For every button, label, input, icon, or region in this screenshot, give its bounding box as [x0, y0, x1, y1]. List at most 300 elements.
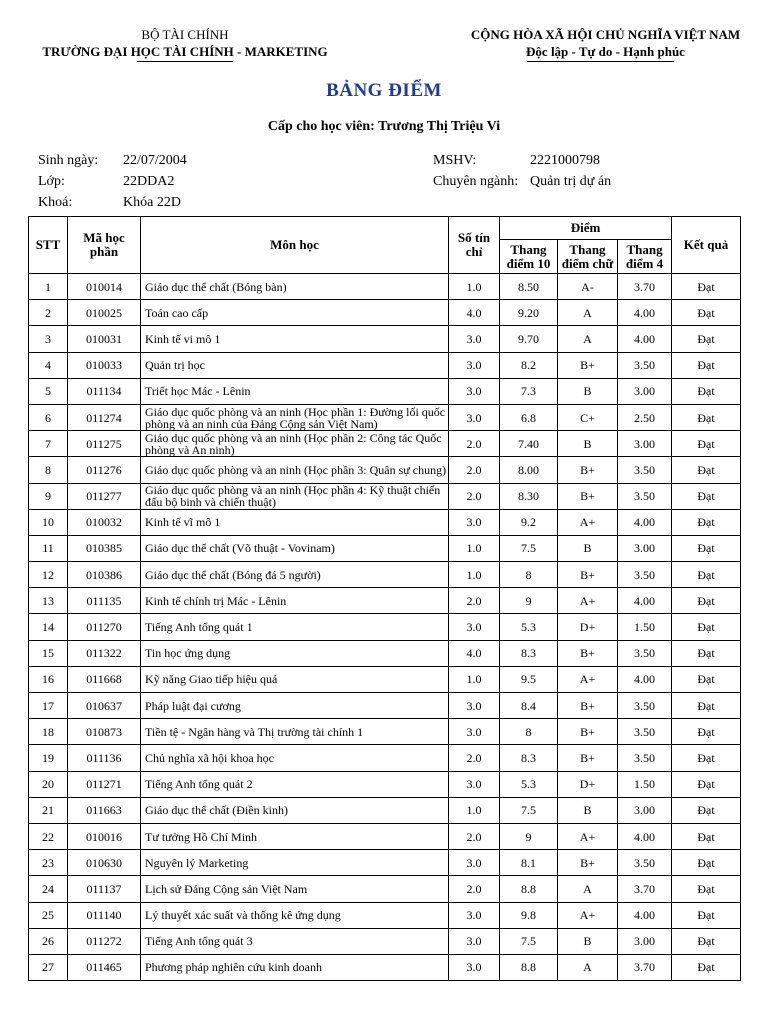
course-code: 011271 — [68, 771, 141, 797]
class-value: 22DDA2 — [123, 174, 175, 189]
score-10: 9.5 — [500, 666, 558, 692]
subject-text: Tiếng Anh tổng quát 1 — [145, 620, 253, 635]
result: Đạt — [672, 876, 741, 902]
result: Đạt — [672, 326, 741, 352]
subject-name — [141, 535, 449, 561]
score-10: 8.8 — [500, 954, 558, 980]
row-number: 26 — [29, 928, 68, 954]
row-number: 8 — [29, 457, 68, 483]
letter-grade: A+ — [558, 588, 618, 614]
table-row — [29, 404, 741, 430]
score-10: 5.3 — [500, 614, 558, 640]
row-number: 20 — [29, 771, 68, 797]
table-row — [29, 457, 741, 483]
class-label: Lớp: — [38, 174, 65, 189]
subject-name — [141, 928, 449, 954]
score-4: 1.50 — [618, 771, 672, 797]
student-id-value: 2221000798 — [530, 153, 600, 168]
course-code: 010032 — [68, 509, 141, 535]
score-10: 9 — [500, 588, 558, 614]
row-number: 4 — [29, 352, 68, 378]
subject-text: Tư tưởng Hồ Chí Minh — [145, 829, 258, 844]
letter-grade: A — [558, 954, 618, 980]
letter-grade: A+ — [558, 666, 618, 692]
course-code: 010014 — [68, 274, 141, 300]
letter-grade: B — [558, 431, 618, 457]
result: Đạt — [672, 352, 741, 378]
course-code: 011277 — [68, 483, 141, 509]
row-number: 6 — [29, 404, 68, 430]
score-10: 8.2 — [500, 352, 558, 378]
letter-grade: A- — [558, 274, 618, 300]
subject-text: Tiếng Anh tổng quát 3 — [145, 934, 253, 949]
subject-name — [141, 771, 449, 797]
subject-name — [141, 352, 449, 378]
subject-text: Triết học Mác - Lênin — [145, 384, 251, 399]
row-number: 24 — [29, 876, 68, 902]
subject-text: Giáo dục thể chất (Võ thuật - Vovinam) — [145, 541, 335, 556]
course-code: 010385 — [68, 535, 141, 561]
row-number: 17 — [29, 693, 68, 719]
letter-grade: D+ — [558, 614, 618, 640]
credits: 3.0 — [449, 352, 500, 378]
header-scale-4: Thang điểm 4 — [618, 240, 672, 274]
subject-name — [141, 457, 449, 483]
subject-text: Kinh tế vĩ mô 1 — [145, 515, 221, 530]
result: Đạt — [672, 535, 741, 561]
credits: 3.0 — [449, 404, 500, 430]
result: Đạt — [672, 954, 741, 980]
major-label: Chuyên ngành: — [433, 174, 519, 189]
table-row — [29, 823, 741, 849]
national-header — [468, 26, 743, 60]
course-code: 010031 — [68, 326, 141, 352]
result: Đạt — [672, 797, 741, 823]
credits: 3.0 — [449, 509, 500, 535]
credits: 2.0 — [449, 876, 500, 902]
result: Đạt — [672, 378, 741, 404]
course-code: 011663 — [68, 797, 141, 823]
row-number: 22 — [29, 823, 68, 849]
score-4: 3.70 — [618, 274, 672, 300]
result: Đạt — [672, 509, 741, 535]
row-number: 12 — [29, 562, 68, 588]
subject-text: Kinh tế chính trị Mác - Lênin — [145, 593, 287, 608]
row-number: 18 — [29, 719, 68, 745]
letter-grade: A+ — [558, 509, 618, 535]
score-10: 7.5 — [500, 535, 558, 561]
course-value: Khóa 22D — [123, 195, 181, 210]
credits: 3.0 — [449, 928, 500, 954]
letter-grade: B — [558, 797, 618, 823]
result: Đạt — [672, 745, 741, 771]
subject-name — [141, 483, 449, 509]
table-row — [29, 300, 741, 326]
score-4: 3.00 — [618, 535, 672, 561]
score-10: 5.3 — [500, 771, 558, 797]
table-row — [29, 693, 741, 719]
header-stt: STT — [29, 217, 68, 274]
subject-text: Kinh tế vi mô 1 — [145, 331, 221, 346]
row-number: 21 — [29, 797, 68, 823]
result: Đạt — [672, 431, 741, 457]
row-number: 15 — [29, 640, 68, 666]
course-code: 011270 — [68, 614, 141, 640]
letter-grade: B — [558, 535, 618, 561]
subject-name — [141, 876, 449, 902]
score-4: 3.00 — [618, 928, 672, 954]
score-4: 3.50 — [618, 693, 672, 719]
letter-grade: B+ — [558, 457, 618, 483]
table-row — [29, 274, 741, 300]
header-credits: Số tín chỉ — [449, 217, 500, 274]
subject-text: Giáo dục thể chất (Bóng đá 5 người) — [145, 567, 321, 582]
row-number: 13 — [29, 588, 68, 614]
score-4: 3.50 — [618, 850, 672, 876]
result: Đạt — [672, 850, 741, 876]
credits: 1.0 — [449, 535, 500, 561]
score-10: 8.00 — [500, 457, 558, 483]
course-code: 011135 — [68, 588, 141, 614]
letter-grade: B+ — [558, 719, 618, 745]
letter-grade: B+ — [558, 640, 618, 666]
score-10: 8.8 — [500, 876, 558, 902]
table-row — [29, 535, 741, 561]
letter-grade: A — [558, 300, 618, 326]
table-row — [29, 902, 741, 928]
table-row — [29, 614, 741, 640]
credits: 3.0 — [449, 693, 500, 719]
header-letter-grade: Thang điểm chữ — [558, 240, 618, 274]
subject-name — [141, 509, 449, 535]
major-value: Quản trị dự án — [530, 174, 612, 189]
score-10: 9.2 — [500, 509, 558, 535]
course-code: 011272 — [68, 928, 141, 954]
course-code: 011137 — [68, 876, 141, 902]
row-number: 3 — [29, 326, 68, 352]
header-grade-group: Điểm — [500, 217, 672, 240]
table-row — [29, 378, 741, 404]
score-10: 8.1 — [500, 850, 558, 876]
score-10: 9.20 — [500, 300, 558, 326]
result: Đạt — [672, 693, 741, 719]
score-4: 4.00 — [618, 326, 672, 352]
subject-text: Kỹ năng Giao tiếp hiệu quả — [145, 672, 278, 687]
score-10: 9 — [500, 823, 558, 849]
result: Đạt — [672, 771, 741, 797]
score-4: 3.50 — [618, 457, 672, 483]
credits: 1.0 — [449, 274, 500, 300]
score-4: 3.00 — [618, 378, 672, 404]
header-subject: Môn học — [141, 217, 449, 274]
credits: 3.0 — [449, 719, 500, 745]
course-code: 011136 — [68, 745, 141, 771]
row-number: 16 — [29, 666, 68, 692]
subject-name — [141, 719, 449, 745]
score-10: 7.5 — [500, 928, 558, 954]
subject-text: Quản trị học — [145, 358, 205, 373]
letter-grade: B+ — [558, 850, 618, 876]
score-4: 3.00 — [618, 431, 672, 457]
course-code: 010873 — [68, 719, 141, 745]
table-row — [29, 745, 741, 771]
letter-grade: A — [558, 876, 618, 902]
score-4: 3.50 — [618, 640, 672, 666]
credits: 2.0 — [449, 588, 500, 614]
result: Đạt — [672, 614, 741, 640]
subject-name — [141, 588, 449, 614]
row-number: 9 — [29, 483, 68, 509]
motto-underline — [527, 61, 674, 62]
header-scale-10: Thang điểm 10 — [500, 240, 558, 274]
course-code: 010637 — [68, 693, 141, 719]
result: Đạt — [672, 483, 741, 509]
result: Đạt — [672, 588, 741, 614]
row-number: 19 — [29, 745, 68, 771]
subject-text: Phương pháp nghiên cứu kinh doanh — [145, 960, 322, 975]
credits: 4.0 — [449, 640, 500, 666]
score-10: 8.4 — [500, 693, 558, 719]
subject-name — [141, 902, 449, 928]
subject-name — [141, 378, 449, 404]
letter-grade: D+ — [558, 771, 618, 797]
result: Đạt — [672, 640, 741, 666]
table-row — [29, 431, 741, 457]
course-code: 011275 — [68, 431, 141, 457]
result: Đạt — [672, 562, 741, 588]
score-4: 4.00 — [618, 509, 672, 535]
subject-name — [141, 745, 449, 771]
course-code: 011465 — [68, 954, 141, 980]
score-10: 9.70 — [500, 326, 558, 352]
course-code: 011134 — [68, 378, 141, 404]
course-code: 011322 — [68, 640, 141, 666]
letter-grade: B+ — [558, 745, 618, 771]
course-label: Khoá: — [38, 195, 73, 210]
result: Đạt — [672, 300, 741, 326]
table-row — [29, 483, 741, 509]
subject-name — [141, 274, 449, 300]
credits: 3.0 — [449, 326, 500, 352]
score-4: 3.70 — [618, 876, 672, 902]
credits: 3.0 — [449, 378, 500, 404]
credits: 4.0 — [449, 300, 500, 326]
subject-name — [141, 666, 449, 692]
course-code: 011276 — [68, 457, 141, 483]
subject-text: Lý thuyết xác suất và thống kê ứng dụng — [145, 908, 341, 923]
result: Đạt — [672, 928, 741, 954]
credits: 2.0 — [449, 823, 500, 849]
row-number: 10 — [29, 509, 68, 535]
subject-name — [141, 954, 449, 980]
grades-table — [28, 216, 741, 981]
university-name: TRƯỜNG ĐẠI HỌC TÀI CHÍNH - MARKETING — [42, 44, 328, 59]
credits: 1.0 — [449, 562, 500, 588]
table-row — [29, 509, 741, 535]
score-4: 3.50 — [618, 483, 672, 509]
score-10: 8 — [500, 719, 558, 745]
score-4: 1.50 — [618, 614, 672, 640]
subject-text: Giáo dục thể chất (Bóng bàn) — [145, 279, 287, 294]
republic-name: CỘNG HÒA XÃ HỘI CHỦ NGHĨA VIỆT NAM — [470, 27, 741, 42]
score-10: 7.3 — [500, 378, 558, 404]
table-row — [29, 954, 741, 980]
course-code: 011274 — [68, 404, 141, 430]
score-10: 8.3 — [500, 745, 558, 771]
result: Đạt — [672, 823, 741, 849]
row-number: 5 — [29, 378, 68, 404]
score-4: 3.70 — [618, 954, 672, 980]
letter-grade: A — [558, 326, 618, 352]
subject-text: Giáo dục quốc phòng và an ninh (Học phần 4: Kỹ thuật chiến đấu bộ binh và chiến thuật) — [145, 483, 441, 510]
table-row — [29, 771, 741, 797]
credits: 3.0 — [449, 954, 500, 980]
table-row — [29, 640, 741, 666]
table-row — [29, 876, 741, 902]
row-number: 7 — [29, 431, 68, 457]
letter-grade: B+ — [558, 562, 618, 588]
row-number: 27 — [29, 954, 68, 980]
letter-grade: A+ — [558, 902, 618, 928]
row-number: 1 — [29, 274, 68, 300]
score-4: 3.50 — [618, 562, 672, 588]
row-number: 23 — [29, 850, 68, 876]
course-code: 010386 — [68, 562, 141, 588]
subject-text: Toán cao cấp — [145, 305, 209, 320]
letter-grade: B — [558, 378, 618, 404]
credits: 3.0 — [449, 771, 500, 797]
score-10: 8.3 — [500, 640, 558, 666]
student-id-label: MSHV: — [433, 153, 477, 168]
issuer-underline — [137, 61, 233, 62]
score-4: 3.50 — [618, 719, 672, 745]
subject-text: Tiếng Anh tổng quát 2 — [145, 777, 253, 792]
subject-text: Giáo dục thể chất (Điền kinh) — [145, 803, 288, 818]
result: Đạt — [672, 719, 741, 745]
table-row — [29, 352, 741, 378]
score-4: 4.00 — [618, 823, 672, 849]
result: Đạt — [672, 457, 741, 483]
subject-name — [141, 693, 449, 719]
score-4: 4.00 — [618, 902, 672, 928]
credits: 3.0 — [449, 850, 500, 876]
result: Đạt — [672, 274, 741, 300]
credits: 1.0 — [449, 797, 500, 823]
table-row — [29, 928, 741, 954]
course-code: 010025 — [68, 300, 141, 326]
score-4: 4.00 — [618, 666, 672, 692]
table-row — [29, 326, 741, 352]
score-10: 9.8 — [500, 902, 558, 928]
national-motto: Độc lập - Tự do - Hạnh phúc — [526, 44, 685, 59]
score-4: 4.00 — [618, 300, 672, 326]
result: Đạt — [672, 404, 741, 430]
letter-grade: B+ — [558, 693, 618, 719]
header-course-code: Mã học phần — [68, 217, 141, 274]
score-10: 6.8 — [500, 404, 558, 430]
credits: 1.0 — [449, 666, 500, 692]
subject-text: Tin học ứng dụng — [145, 646, 231, 661]
credits: 3.0 — [449, 614, 500, 640]
row-number: 2 — [29, 300, 68, 326]
row-number: 11 — [29, 535, 68, 561]
subject-text: Chủ nghĩa xã hội khoa học — [145, 750, 274, 765]
table-row — [29, 666, 741, 692]
table-row — [29, 719, 741, 745]
letter-grade: C+ — [558, 404, 618, 430]
letter-grade: B+ — [558, 483, 618, 509]
credits: 2.0 — [449, 745, 500, 771]
result: Đạt — [672, 666, 741, 692]
document-title: BẢNG ĐIỂM — [326, 80, 442, 101]
subject-name — [141, 823, 449, 849]
subject-name — [141, 850, 449, 876]
score-4: 3.50 — [618, 352, 672, 378]
score-10: 8.50 — [500, 274, 558, 300]
course-code: 010033 — [68, 352, 141, 378]
score-10: 8 — [500, 562, 558, 588]
subject-name — [141, 614, 449, 640]
course-code: 010016 — [68, 823, 141, 849]
score-4: 4.00 — [618, 588, 672, 614]
subject-text: Pháp luật đại cương — [145, 698, 241, 713]
score-4: 2.50 — [618, 404, 672, 430]
subject-name — [141, 326, 449, 352]
letter-grade: B+ — [558, 352, 618, 378]
subject-text: Giáo dục quốc phòng và an ninh (Học phần 3: Quân sự chung) — [145, 462, 447, 477]
subject-name — [141, 431, 449, 457]
course-code: 010630 — [68, 850, 141, 876]
subject-text: Giáo dục quốc phòng và an ninh (Học phần 1: Đường lối quốc phòng và an ninh của Đảng Cộng sản Việt Nam) — [145, 404, 446, 431]
score-4: 3.50 — [618, 745, 672, 771]
table-row — [29, 850, 741, 876]
score-4: 3.00 — [618, 797, 672, 823]
result: Đạt — [672, 902, 741, 928]
header-result: Kết quả — [672, 217, 741, 274]
row-number: 25 — [29, 902, 68, 928]
credits: 2.0 — [449, 431, 500, 457]
subject-name — [141, 640, 449, 666]
student-name-line: Cấp cho học viên: Trương Thị Triệu Vi — [267, 119, 501, 134]
subject-name — [141, 300, 449, 326]
issuer-block — [20, 26, 350, 60]
letter-grade: A+ — [558, 823, 618, 849]
score-10: 7.40 — [500, 431, 558, 457]
row-number: 14 — [29, 614, 68, 640]
table-row — [29, 562, 741, 588]
letter-grade: B — [558, 928, 618, 954]
score-10: 7.5 — [500, 797, 558, 823]
course-code: 011140 — [68, 902, 141, 928]
subject-name — [141, 797, 449, 823]
subject-name — [141, 562, 449, 588]
dob-value: 22/07/2004 — [123, 153, 187, 168]
dob-label: Sinh ngày: — [38, 153, 99, 168]
subject-text: Nguyên lý Marketing — [145, 855, 249, 870]
subject-name — [141, 404, 449, 430]
credits: 2.0 — [449, 483, 500, 509]
ministry-name: BỘ TÀI CHÍNH — [141, 27, 229, 42]
table-row — [29, 797, 741, 823]
score-10: 8.30 — [500, 483, 558, 509]
table-row — [29, 588, 741, 614]
course-code: 011668 — [68, 666, 141, 692]
credits: 2.0 — [449, 457, 500, 483]
subject-text: Tiền tệ - Ngân hàng và Thị trường tài chính 1 — [145, 724, 364, 739]
credits: 3.0 — [449, 902, 500, 928]
subject-text: Lịch sử Đảng Cộng sản Việt Nam — [145, 881, 308, 896]
subject-text: Giáo dục quốc phòng và an ninh (Học phần 2: Công tác Quốc phòng và An ninh) — [145, 430, 442, 457]
